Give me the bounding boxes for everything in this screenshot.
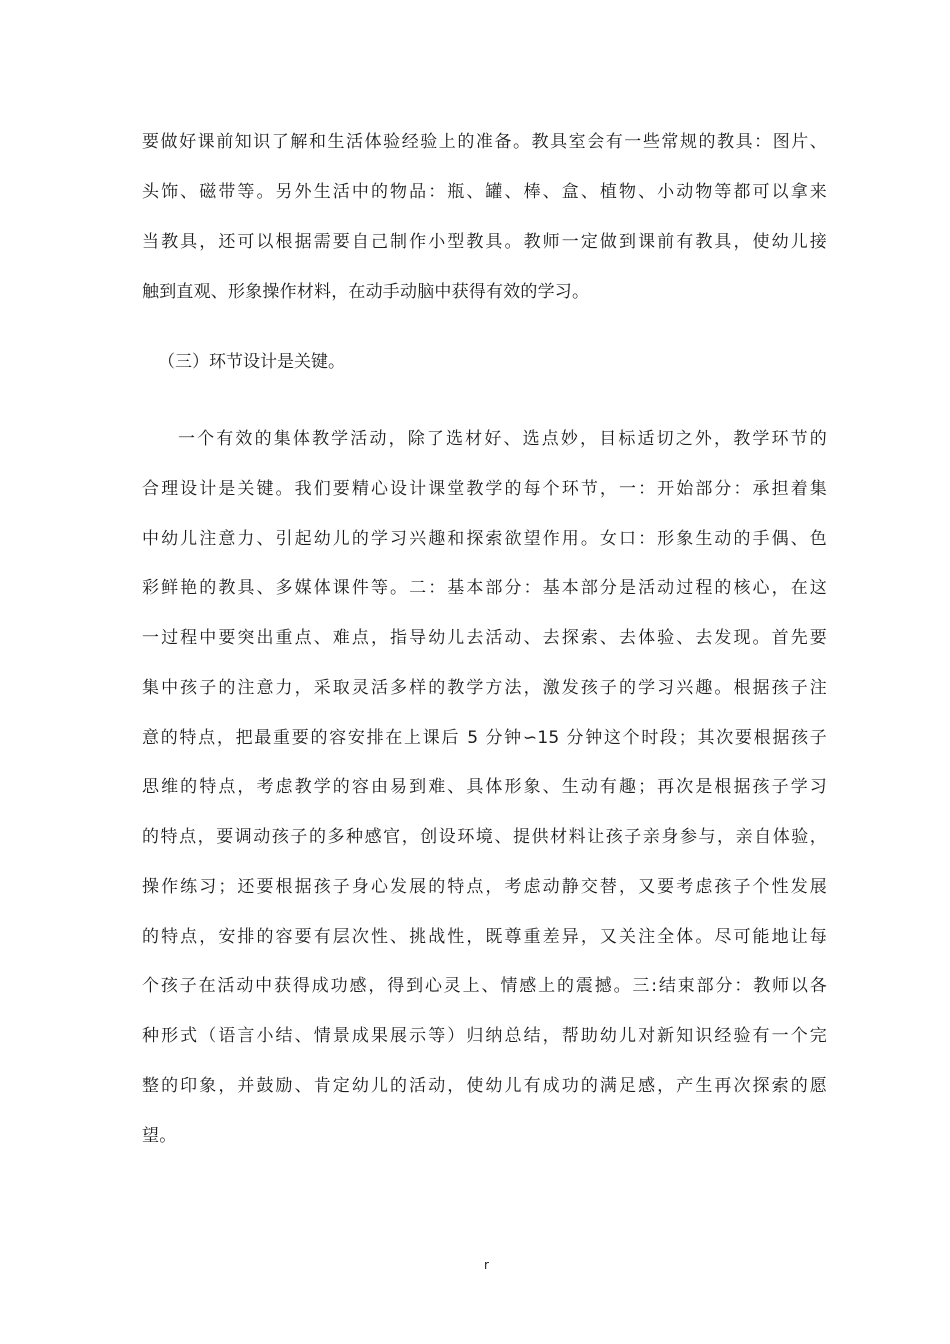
text-line: 的特点，安排的容要有层次性、挑战性，既尊重差异，又关注全体。尽可能地让每 bbox=[142, 927, 827, 947]
page-footer-mark: r bbox=[484, 1258, 489, 1272]
text-line: 合理设计是关键。我们要精心设计课堂教学的每个环节，一：开始部分：承担着集 bbox=[142, 479, 827, 499]
text-line: 个孩子在活动中获得成功感，得到心灵上、情感上的震撼。三:结束部分：教师以各 bbox=[142, 976, 827, 996]
text-line: 的特点，要调动孩子的多种感官，创设环境、提供材料让孩子亲身参与，亲自体验， bbox=[142, 827, 827, 847]
text-line: 种形式（语言小结、情景成果展示等）归纳总结，帮助幼儿对新知识经验有一个完 bbox=[142, 1026, 827, 1046]
text-line: 集中孩子的注意力，采取灵活多样的教学方法，激发孩子的学习兴趣。根据孩子注 bbox=[142, 678, 827, 698]
text-line: 当教具，还可以根据需要自己制作小型教具。教师一定做到课前有教具，使幼儿接 bbox=[142, 232, 827, 252]
text-line: 整的印象，并鼓励、肯定幼儿的活动，使幼儿有成功的满足感，产生再次探索的愿 bbox=[142, 1076, 827, 1096]
text-line: 一过程中要突出重点、难点，指导幼儿去活动、去探索、去体验、去发现。首先要 bbox=[142, 628, 827, 648]
text-line: 意的特点，把最重要的容安排在上课后 5 分钟∽15 分钟这个时段；其次要根据孩子 bbox=[142, 728, 827, 748]
text-line: 思维的特点，考虑教学的容由易到难、具体形象、生动有趣；再次是根据孩子学习 bbox=[142, 777, 827, 797]
text-line: 中幼儿注意力、引起幼儿的学习兴趣和探索欲望作用。女口：形象生动的手偶、色 bbox=[142, 529, 827, 549]
text-line: 一个有效的集体教学活动，除了选材好、选点妙，目标适切之外，教学环节的 bbox=[178, 429, 827, 449]
text-line: 触到直观、形象操作材料，在动手动脑中获得有效的学习。 bbox=[142, 282, 590, 302]
section-heading: （三）环节设计是关键。 bbox=[158, 352, 345, 372]
text-line: 操作练习；还要根据孩子身心发展的特点，考虑动静交替，又要考虑孩子个性发展 bbox=[142, 877, 827, 897]
text-line: 头饰、磁带等。另外生活中的物品：瓶、罐、棒、盒、植物、小动物等都可以拿来 bbox=[142, 182, 827, 202]
text-line: 要做好课前知识了解和生活体验经验上的准备。教具室会有一些常规的教具：图片、 bbox=[142, 132, 827, 152]
text-line: 望。 bbox=[142, 1126, 177, 1146]
text-line: 彩鲜艳的教具、多媒体课件等。二：基本部分：基本部分是活动过程的核心，在这 bbox=[142, 578, 827, 598]
